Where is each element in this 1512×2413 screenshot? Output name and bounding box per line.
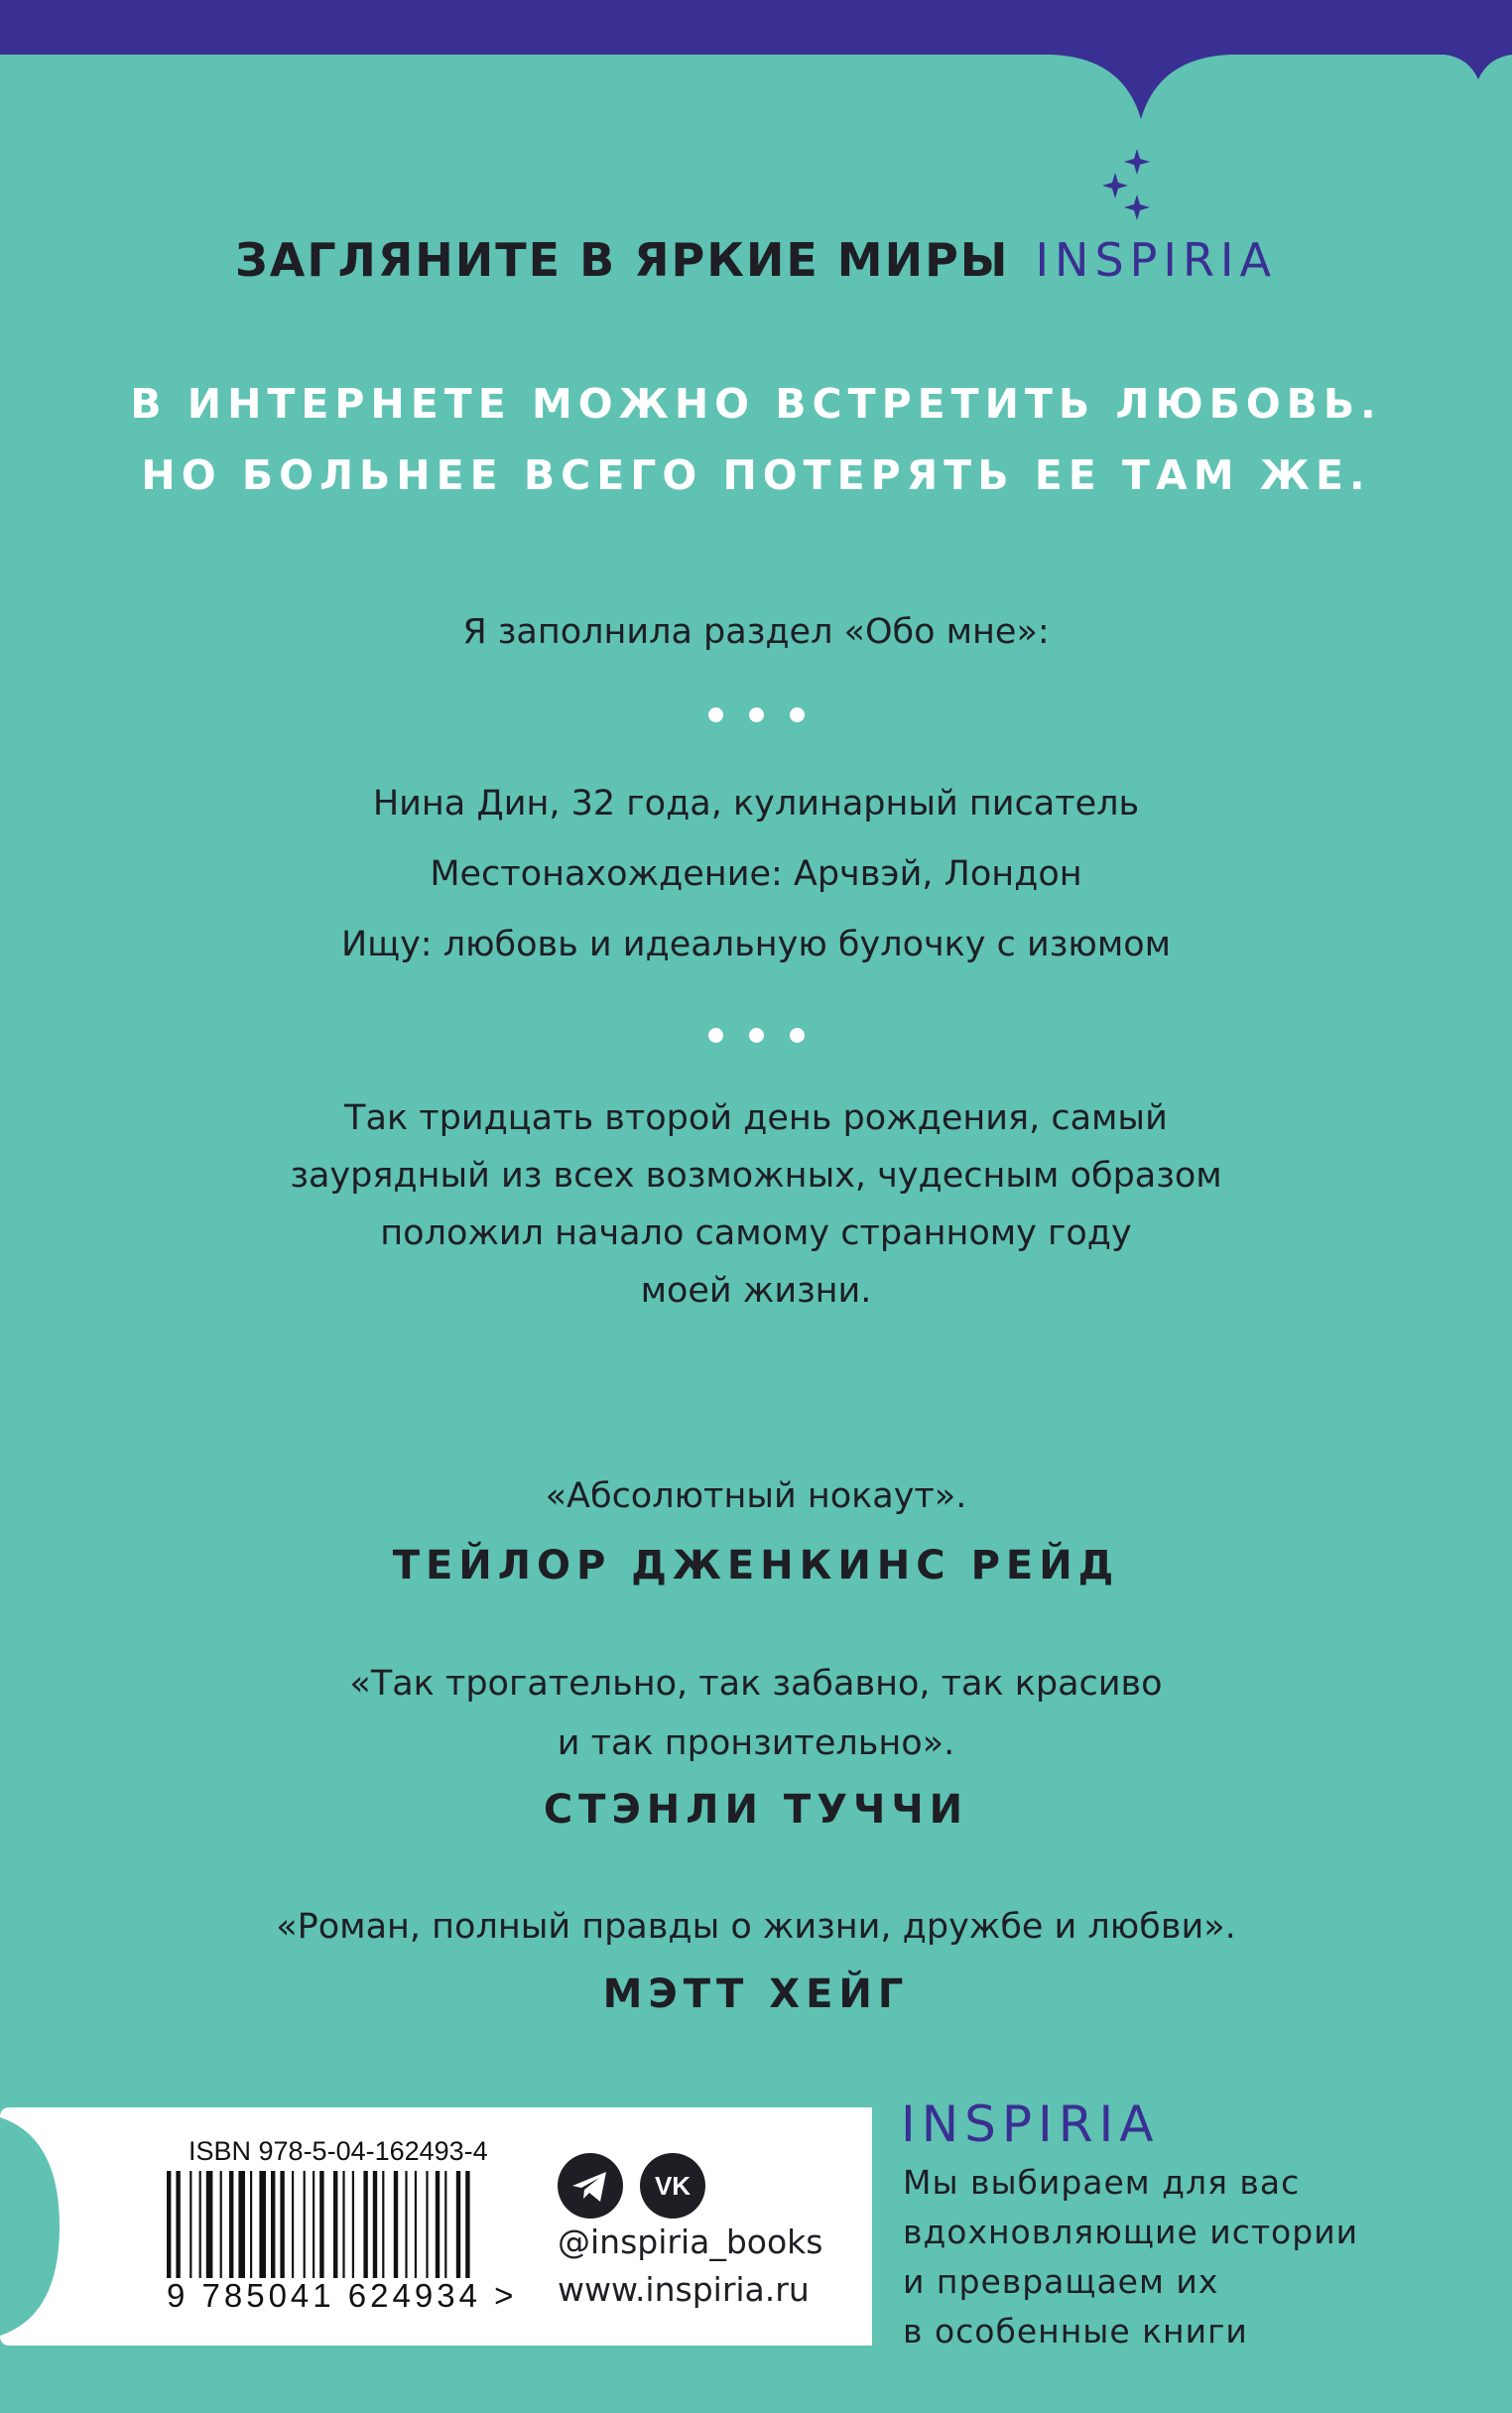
vk-icon-label: VK [654, 2171, 692, 2201]
barcode-bar [229, 2171, 233, 2278]
barcode-digits: 9 785041 624934 > [167, 2277, 518, 2314]
barcode-bar [292, 2171, 294, 2278]
sparkles-icon [1101, 149, 1161, 223]
vk-icon[interactable] [640, 2153, 705, 2219]
review-quote-1: «Абсолютный нокаут». [545, 1476, 967, 1516]
barcode-bar [250, 2171, 252, 2278]
barcode-bar [405, 2171, 407, 2278]
review-author-2: СТЭНЛИ ТУЧЧИ [543, 1787, 969, 1833]
blurb-line-1: Так тридцать второй день рождения, самый [344, 1098, 1168, 1138]
barcode-bar [373, 2171, 377, 2278]
barcode-bar [342, 2171, 344, 2278]
barcode-bar [259, 2171, 266, 2278]
about-intro: Я заполнила раздел «Обо мне»: [462, 612, 1050, 652]
barcode-bar [319, 2171, 323, 2278]
barcode-image [167, 2171, 494, 2278]
review-quote-3: «Роман, полный правды о жизни, дружбе и любви». [276, 1907, 1236, 1947]
publisher-desc-2: вдохновляющие истории [903, 2213, 1359, 2251]
headline-brand: INSPIRIA [1035, 233, 1277, 287]
review-quote-2b: и так пронзительно». [557, 1723, 955, 1763]
profile-line-1: Нина Дин, 32 года, кулинарный писатель [372, 784, 1140, 824]
barcode-bar [426, 2171, 428, 2278]
barcode-bar [436, 2171, 440, 2278]
top-decorative-band [0, 0, 1512, 119]
isbn-number: ISBN 978-5-04-162493-4 [189, 2136, 488, 2166]
barcode-bar [465, 2171, 469, 2278]
publisher-desc-4: в особенные книги [903, 2312, 1248, 2350]
headline-prefix: ЗАГЛЯНИТЕ В ЯРКИЕ МИРЫ [235, 233, 1010, 287]
barcode-bar [199, 2171, 201, 2278]
telegram-icon[interactable] [558, 2153, 623, 2219]
barcode-bar [167, 2171, 171, 2278]
barcode-bar [382, 2171, 384, 2278]
barcode-bar [271, 2171, 275, 2278]
barcode-bar [444, 2171, 446, 2278]
tagline-line-2: НО БОЛЬНЕЕ ВСЕГО ПОТЕРЯТЬ ЕЕ ТАМ ЖЕ. [141, 451, 1371, 499]
blurb-line-3: положил начало самому странному году [380, 1213, 1132, 1253]
profile-line-3: Ищу: любовь и идеальную булочку с изюмом [340, 925, 1172, 964]
barcode-bar [333, 2171, 337, 2278]
profile-line-2: Местонахождение: Арчвэй, Лондон [430, 854, 1082, 894]
publisher-desc-3: и превращаем их [903, 2262, 1219, 2301]
barcode-bar [176, 2171, 180, 2278]
barcode-bar [220, 2171, 222, 2278]
tagline-line-1: В ИНТЕРНЕТЕ МОЖНО ВСТРЕТИТЬ ЛЮБОВЬ. [130, 380, 1382, 428]
review-author-1: ТЕЙЛОР ДЖЕНКИНС РЕЙД [392, 1543, 1120, 1588]
social-handle[interactable]: @inspiria_books [558, 2222, 823, 2261]
barcode-bar [363, 2171, 367, 2278]
publisher-brand: INSPIRIA [901, 2096, 1160, 2153]
barcode-bar [238, 2171, 245, 2278]
barcode-bar [206, 2171, 213, 2278]
publisher-desc-1: Мы выбираем для вас [903, 2163, 1301, 2202]
barcode-bar [304, 2171, 306, 2278]
separator-dots [0, 707, 1512, 727]
barcode-bar [189, 2171, 191, 2278]
barcode-bar [280, 2171, 284, 2278]
barcode-panel-notch [0, 2107, 114, 2346]
review-author-3: МЭТТ ХЕЙГ [602, 1971, 910, 2017]
series-headline [0, 233, 1512, 287]
barcode-bar [456, 2171, 460, 2278]
barcode-bar [313, 2171, 315, 2278]
barcode-bar [394, 2171, 398, 2278]
blurb-line-4: моей жизни. [640, 1271, 872, 1311]
barcode-bar [415, 2171, 417, 2278]
review-quote-2a: «Так трогательно, так забавно, так красиво [349, 1664, 1163, 1704]
blurb-line-2: заурядный из всех возможных, чудесным образом [290, 1156, 1222, 1196]
website-link[interactable]: www.inspiria.ru [558, 2270, 810, 2309]
barcode-bar [352, 2171, 354, 2278]
separator-dots [0, 1028, 1512, 1048]
